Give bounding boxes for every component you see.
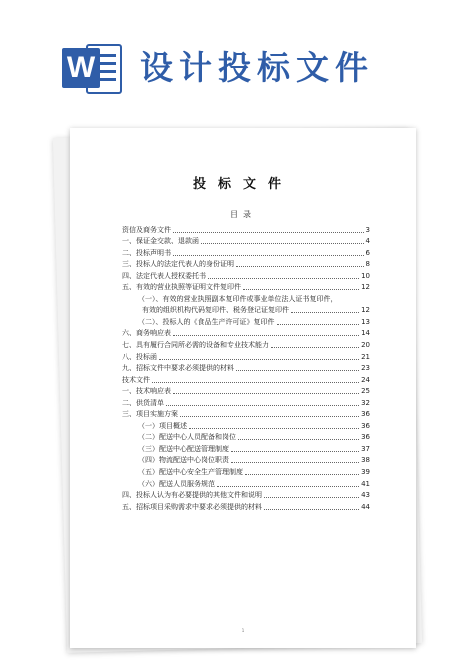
toc-entry — [122, 338, 370, 350]
toc-entry-page: 10 — [361, 271, 370, 280]
toc-entry-label: （三）配送中心配送管理制度 — [138, 444, 229, 453]
toc-entry — [122, 281, 370, 293]
toc-entry-label: 四、投标人认为有必要提供的其他文件和说明 — [122, 491, 262, 500]
toc-leader-dots — [236, 370, 359, 371]
toc-leader-dots — [152, 382, 359, 383]
toc-leader-dots — [173, 393, 359, 394]
toc-leader-dots — [264, 509, 359, 510]
toc-entry-page: 8 — [365, 260, 370, 269]
toc-leader-dots — [231, 451, 359, 452]
toc-entry — [122, 304, 370, 316]
toc-entry-label: 九、招标文件中要求必须提供的材料 — [122, 364, 234, 373]
toc-entry — [122, 258, 370, 270]
toc-entry-page: 21 — [361, 352, 370, 361]
toc-entry-label: 五、有效的营业执照等证明文件复印件 — [122, 283, 241, 292]
toc-entry — [122, 408, 370, 420]
toc-entry-label: （二）配送中心人员配备和岗位 — [138, 433, 236, 442]
toc-entry — [122, 373, 370, 385]
toc-entry — [122, 327, 370, 339]
document-title: 投标文件 — [192, 177, 293, 192]
toc-entry-page: 43 — [361, 491, 370, 500]
toc-entry — [122, 442, 370, 454]
logo-letter: W — [62, 48, 100, 88]
toc-entry-label: 七、具有履行合同所必需的设备和专业技术能力 — [122, 341, 269, 350]
toc-leader-dots — [173, 232, 364, 233]
toc-leader-dots — [236, 266, 364, 267]
toc-entry-label: 一、保证金交款、退款函 — [122, 237, 199, 246]
toc-leader-dots — [173, 255, 364, 256]
toc-heading: 目录 — [230, 210, 256, 219]
toc-entry-page: 39 — [361, 468, 370, 477]
toc-entry-page: 24 — [361, 375, 370, 384]
table-of-contents — [122, 223, 370, 512]
toc-entry — [122, 350, 370, 362]
toc-leader-dots — [277, 324, 360, 325]
toc-entry — [122, 419, 370, 431]
toc-entry-label: 五、招标项目采购需求中要求必须提供的材料 — [122, 502, 262, 511]
document-page — [70, 128, 416, 648]
toc-entry-page: 6 — [365, 248, 370, 257]
toc-entry-label: 技术文件 — [122, 375, 150, 384]
toc-entry-label: （五）配送中心安全生产管理制度 — [138, 468, 243, 477]
toc-leader-dots — [271, 347, 359, 348]
toc-entry-label: 八、投标函 — [122, 352, 157, 361]
toc-entry-label: 一、技术响应表 — [122, 387, 171, 396]
banner — [0, 0, 474, 110]
toc-entry-page: 12 — [361, 283, 370, 292]
toc-entry-label: 资信及商务文件 — [122, 225, 171, 234]
toc-entry — [122, 396, 370, 408]
toc-leader-dots — [238, 439, 359, 440]
toc-entry-page: 32 — [361, 398, 370, 407]
word-logo-icon — [62, 38, 124, 98]
toc-leader-dots — [159, 359, 359, 360]
toc-entry-label: 六、商务响应表 — [122, 329, 171, 338]
toc-entry — [122, 454, 370, 466]
toc-entry — [122, 489, 370, 501]
toc-entry — [122, 235, 370, 247]
toc-entry-page: 36 — [361, 410, 370, 419]
toc-entry — [122, 500, 370, 512]
toc-entry-label: （四）物流配送中心岗位职责 — [138, 456, 229, 465]
toc-entry-label: 三、项目实施方案 — [122, 410, 178, 419]
toc-entry-page: 23 — [361, 364, 370, 373]
toc-leader-dots — [245, 474, 359, 475]
toc-entry-label: 二、投标声明书 — [122, 248, 171, 257]
toc-entry — [122, 431, 370, 443]
toc-entry — [122, 315, 370, 327]
toc-leader-dots — [291, 312, 359, 313]
toc-leader-dots — [201, 243, 364, 244]
toc-entry-page: 41 — [361, 479, 370, 488]
toc-entry-label: （一）、有效的营业执照副本复印件或事业单位法人证书复印件， — [138, 294, 338, 303]
page-number: 1 — [241, 628, 245, 633]
toc-leader-dots — [231, 462, 359, 463]
toc-entry-page: 14 — [361, 329, 370, 338]
toc-entry-page: 4 — [365, 237, 370, 246]
toc-entry-label: （六）配送人员服务规范 — [138, 479, 215, 488]
toc-entry-page: 12 — [361, 306, 370, 315]
banner-title: 设计投标文件 — [140, 48, 374, 87]
toc-leader-dots — [180, 416, 359, 417]
toc-entry-page: 25 — [361, 387, 370, 396]
toc-entry — [122, 477, 370, 489]
toc-entry-page: 36 — [361, 421, 370, 430]
toc-entry — [122, 362, 370, 374]
toc-entry-label: 三、投标人的法定代表人的身份证明 — [122, 260, 234, 269]
toc-entry-label: 四、法定代表人授权委托书 — [122, 271, 206, 280]
toc-entry-page: 37 — [361, 444, 370, 453]
toc-entry — [122, 292, 370, 304]
toc-entry-page: 44 — [361, 502, 370, 511]
toc-leader-dots — [166, 405, 359, 406]
toc-entry-label: 有效的组织机构代码复印件、税务登记证复印件 — [142, 306, 289, 315]
toc-leader-dots — [173, 335, 359, 336]
toc-entry-page: 3 — [365, 225, 370, 234]
toc-entry-page: 13 — [361, 317, 370, 326]
toc-entry-label: 二、供货清单 — [122, 398, 164, 407]
toc-entry — [122, 246, 370, 258]
toc-leader-dots — [189, 428, 359, 429]
toc-leader-dots — [217, 486, 359, 487]
toc-leader-dots — [264, 497, 359, 498]
toc-entry — [122, 223, 370, 235]
toc-entry — [122, 269, 370, 281]
toc-entry-label: （一）项目概述 — [138, 421, 187, 430]
toc-leader-dots — [208, 278, 359, 279]
toc-entry — [122, 465, 370, 477]
toc-leader-dots — [243, 289, 359, 290]
toc-entry-page: 20 — [361, 341, 370, 350]
toc-entry-label: （二）、投标人的《食品生产许可证》复印件 — [138, 317, 275, 326]
toc-entry-page: 36 — [361, 433, 370, 442]
toc-entry — [122, 385, 370, 397]
toc-entry-page: 38 — [361, 456, 370, 465]
